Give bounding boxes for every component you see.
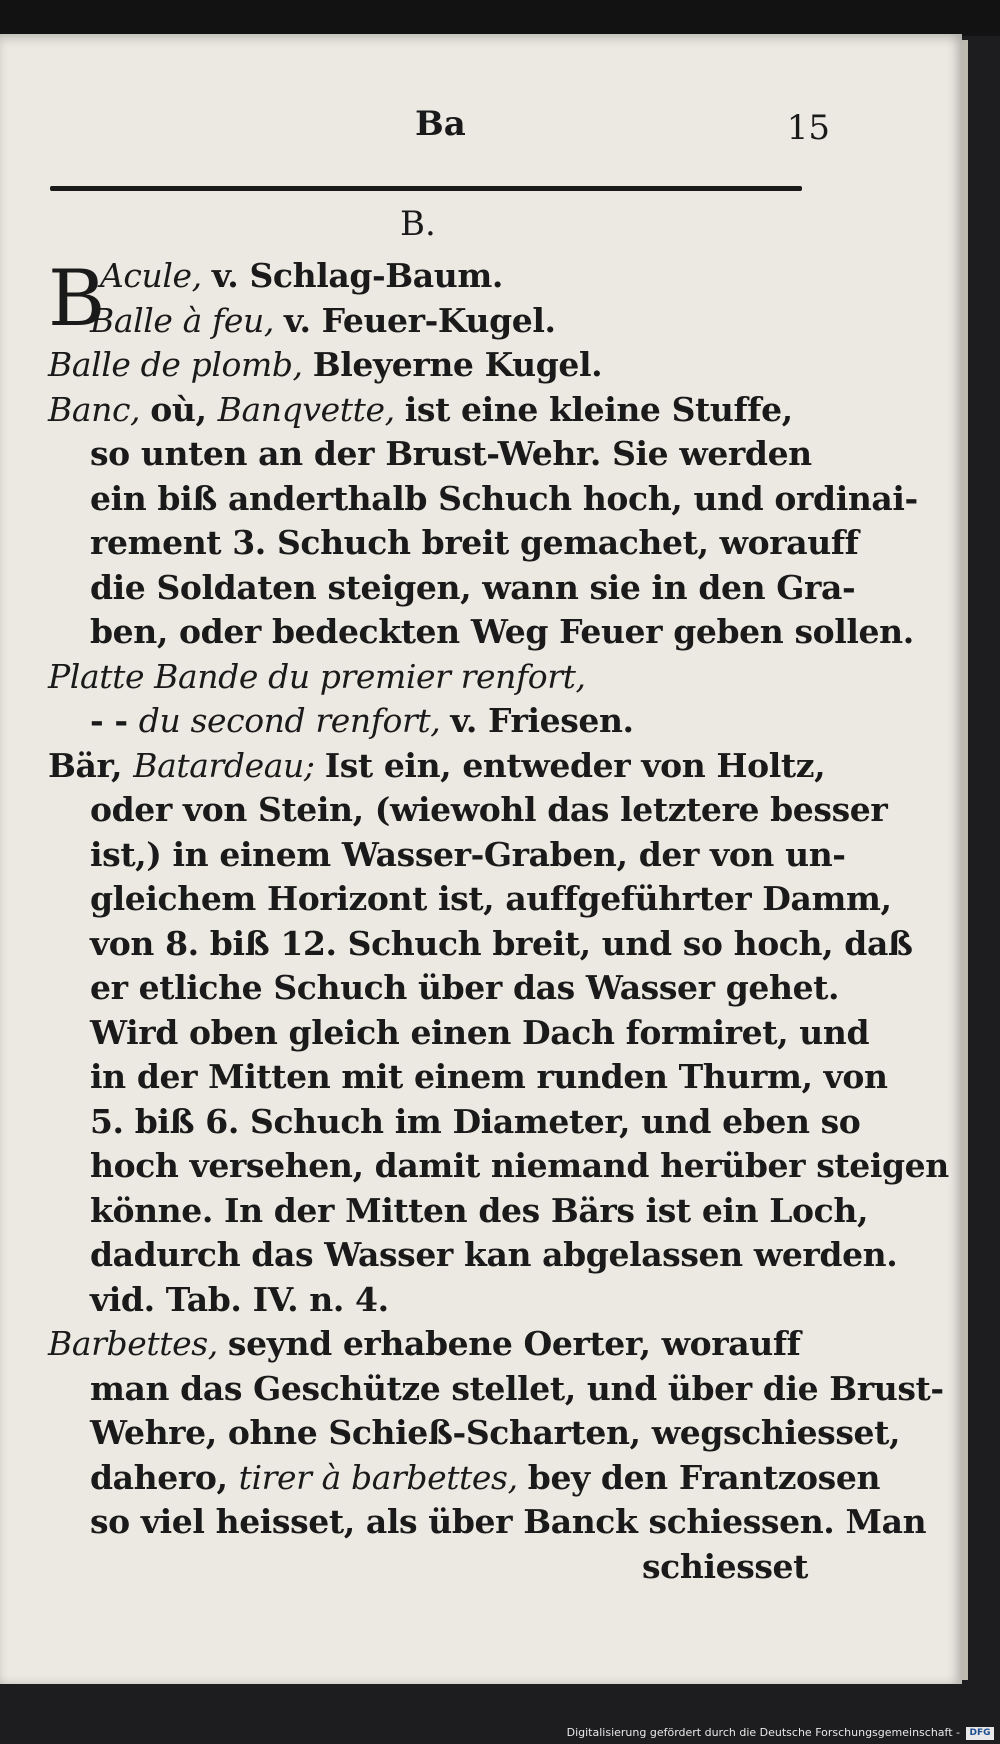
- text-run: v. Feuer-Kugel.: [284, 300, 556, 340]
- text-line: [48, 788, 888, 833]
- text-run: Wehre, ohne Schieß-Scharten, wegschiesset,: [90, 1413, 901, 1452]
- page-edge: [962, 40, 968, 1680]
- text-run: von 8. biß 12. Schuch breit, und so hoch, daß: [90, 923, 913, 963]
- text-line: [48, 877, 892, 922]
- page-number: 15: [786, 108, 830, 148]
- entry-text-block: [48, 254, 949, 1589]
- text-run: könne. In der Mitten des Bärs ist ein Loch,: [90, 1190, 869, 1230]
- text-run: - -: [90, 701, 139, 740]
- book-page: [0, 34, 962, 1684]
- running-head: [50, 100, 830, 160]
- italic-term: Platte Bande du premier renfort,: [48, 656, 586, 696]
- text-run: bey den Frantzosen: [527, 1457, 881, 1497]
- text-run: où,: [150, 389, 218, 429]
- text-run: er etliche Schuch über das Wasser gehet.: [90, 968, 840, 1007]
- text-run: ist eine kleine Stuffe,: [404, 389, 793, 429]
- text-line: [48, 521, 859, 566]
- page-content: [0, 34, 962, 1684]
- italic-term: Banc,: [48, 389, 151, 429]
- text-run: ist,) in einem Wasser-Graben, der von un-: [90, 834, 846, 874]
- text-run: die Soldaten steigen, wann sie in den Gra-: [90, 567, 856, 607]
- text-line: [48, 1055, 888, 1100]
- text-run: hoch versehen, damit niemand herüber steigen: [90, 1146, 949, 1185]
- text-line: [48, 1011, 870, 1056]
- italic-term: Barbettes,: [48, 1324, 228, 1363]
- text-run: ben, oder bedeckten Weg Feuer geben sollen.: [90, 612, 914, 651]
- text-line: [48, 1545, 808, 1590]
- text-run: man das Geschütze stellet, und über die Brust-: [90, 1368, 944, 1408]
- text-line: [48, 699, 808, 744]
- text-line: [48, 922, 913, 967]
- digitization-credit: Digitalisierung gefördert durch die Deutsche Forschungsgemeinschaft -: [566, 1726, 960, 1739]
- text-line: [48, 966, 840, 1011]
- text-run: v. Friesen.: [450, 701, 634, 740]
- drop-cap: B: [48, 254, 106, 344]
- text-line: [48, 1367, 944, 1412]
- text-run: schiesset: [642, 1546, 808, 1586]
- italic-term: Acule,: [100, 256, 212, 295]
- text-line: [48, 1411, 901, 1456]
- text-run: oder von Stein, (wiewohl das letztere besser: [90, 790, 888, 829]
- text-run: so unten an der Brust-Wehr. Sie werden: [90, 434, 812, 473]
- text-run: dahero,: [90, 1457, 239, 1497]
- text-line: [48, 343, 808, 388]
- text-line: [48, 1100, 861, 1145]
- italic-term: tirer à barbettes,: [238, 1457, 528, 1497]
- text-run: ein biß anderthalb Schuch hoch, und ordinai-: [90, 478, 918, 518]
- text-line: [48, 1500, 927, 1545]
- italic-term: Batardeau;: [133, 745, 325, 785]
- italic-term: du second renfort,: [138, 701, 451, 740]
- text-run: Wird oben gleich einen Dach formiret, und: [90, 1012, 870, 1052]
- text-line: [48, 655, 808, 700]
- text-line: [48, 299, 808, 344]
- text-run: so viel heisset, als über Banck schiessen. Man: [90, 1502, 927, 1541]
- text-line: [48, 1189, 869, 1234]
- italic-term: Banqvette,: [217, 389, 405, 429]
- text-run: vid. Tab. IV. n. 4.: [90, 1279, 389, 1319]
- text-line: [48, 1322, 808, 1367]
- text-run: dadurch das Wasser kan abgelassen werden.: [90, 1235, 898, 1274]
- header-rule: [50, 186, 802, 191]
- italic-term: Balle de plomb,: [48, 345, 313, 384]
- text-run: v. Schlag-Baum.: [211, 256, 503, 295]
- text-line: [48, 388, 808, 433]
- text-line: [48, 1456, 881, 1501]
- text-run: Bär,: [48, 745, 134, 785]
- dfg-logo: DFG: [966, 1727, 994, 1740]
- text-run: 5. biß 6. Schuch im Diameter, und eben so: [90, 1101, 861, 1141]
- text-line: [48, 1144, 949, 1189]
- text-line: [48, 833, 846, 878]
- text-run: rement 3. Schuch breit gemachet, worauff: [90, 523, 859, 562]
- running-title: Ba: [415, 104, 466, 144]
- text-run: gleichem Horizont ist, auffgeführter Damm,: [90, 879, 892, 918]
- text-line: [48, 566, 856, 611]
- text-run: Bleyerne Kugel.: [312, 345, 603, 384]
- text-line: [48, 610, 914, 655]
- text-line: [48, 744, 826, 789]
- text-run: Ist ein, entweder von Holtz,: [324, 745, 826, 785]
- text-line: [48, 432, 812, 477]
- text-line: [48, 1233, 898, 1278]
- text-run: in der Mitten mit einem runden Thurm, von: [90, 1057, 888, 1096]
- italic-term: Balle à feu,: [90, 300, 284, 340]
- section-letter: B.: [400, 204, 436, 244]
- text-line: [48, 477, 918, 522]
- scan-border-top: [0, 0, 1000, 36]
- text-line: [48, 1278, 808, 1323]
- text-run: seynd erhabene Oerter, worauff: [227, 1324, 801, 1363]
- text-line: [48, 254, 808, 299]
